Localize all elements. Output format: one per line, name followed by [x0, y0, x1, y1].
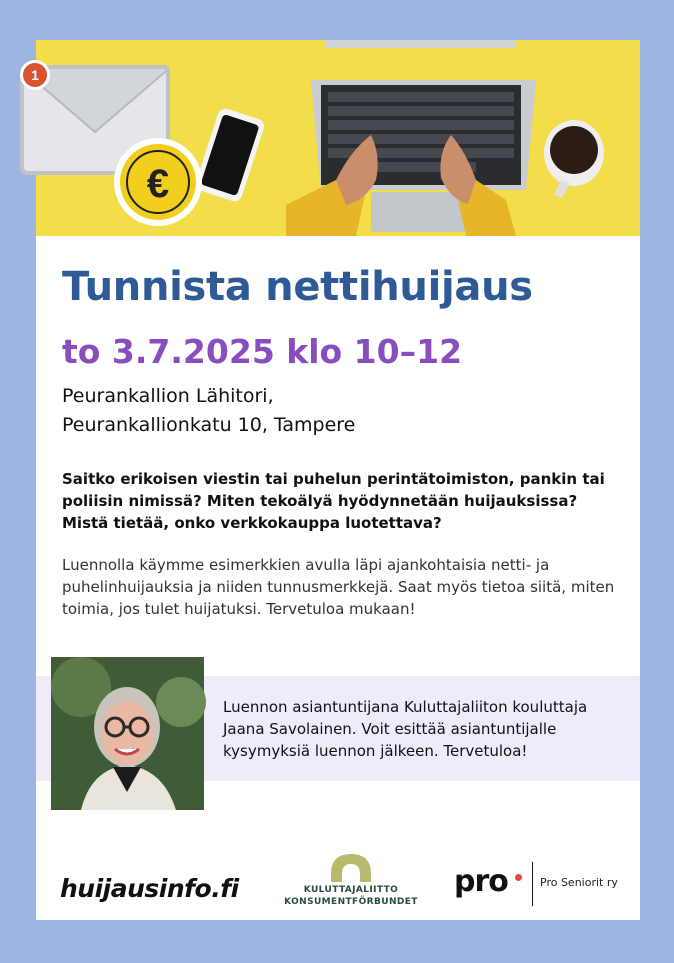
euro-symbol: € [146, 162, 170, 206]
portrait-illustration [51, 657, 204, 810]
location-address: Peurankallionkatu 10, Tampere [62, 414, 356, 436]
description-paragraph: Luennolla käymme esimerkkien avulla läpi ajankohtaisia netti- ja puhelinhuijauksia ja niiden tunnusmerkkejä. Saat myös tietoa siitä, miten toimia, jos tulet huijatuksi. Tervetuloa mukaan! [62, 556, 615, 618]
kuluttajaliitto-emblem-icon [326, 852, 376, 882]
event-location [62, 382, 355, 440]
smartphone-icon [194, 107, 266, 204]
kuluttajaliitto-logo [276, 852, 426, 912]
pro-divider [532, 862, 533, 906]
pro-wordmark: pro [454, 864, 508, 899]
expert-description: Luennon asiantuntijana Kuluttajaliiton kouluttaja Jaana Savolainen. Voit esittää asiantuntijalle kysymyksiä luennon jälkeen. Tervetuloa! [223, 698, 588, 760]
hero-image [31, 40, 640, 236]
euro-coin-icon [114, 138, 202, 226]
expert-portrait [51, 657, 204, 810]
pro-seniorit-logo [454, 862, 634, 906]
lead-paragraph: Saitko erikoisen viestin tai puhelun perintätoimiston, pankin tai poliisin nimissä? Miten tekoälyä hyödynnetään huijauksissa? Mistä tietää, onko verkkokauppa luotettava? [62, 470, 605, 532]
huijausinfo-logo: huijausinfo.fi [60, 874, 239, 903]
kuluttajaliitto-name-sv: KONSUMENTFÖRBUNDET [284, 897, 418, 907]
event-title: Tunnista nettihuijaus [62, 264, 533, 310]
hero-illustration [31, 40, 640, 236]
kuluttajaliitto-name-fi: KULUTTAJALIITTO [303, 885, 399, 895]
event-date: to 3.7.2025 klo 10–12 [62, 332, 463, 371]
pro-subtitle: Pro Seniorit ry [540, 876, 618, 889]
coffee-cup-icon [544, 120, 604, 198]
notification-count: 1 [31, 67, 39, 83]
notification-badge [20, 60, 50, 90]
event-poster [31, 40, 640, 920]
pro-dot-icon [515, 874, 522, 881]
location-venue: Peurankallion Lähitori, [62, 385, 274, 407]
